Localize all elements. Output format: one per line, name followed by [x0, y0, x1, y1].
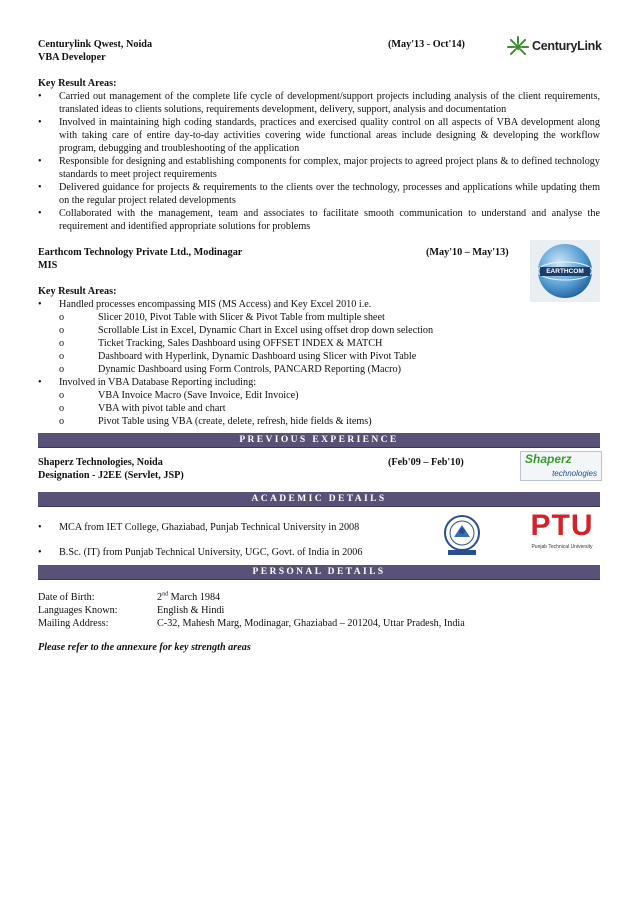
job1-header — [38, 38, 600, 64]
list-item: o VBA Invoice Macro (Save Invoice, Edit Invoice) — [38, 389, 600, 402]
list-item: • B.Sc. (IT) from Punjab Technical University, UGC, Govt. of India in 2006 — [38, 546, 458, 559]
footer-note: Please refer to the annexure for key strength areas — [38, 642, 251, 653]
job2-bullets — [38, 298, 600, 311]
ptu-logo — [524, 509, 600, 553]
shaperz-logo-text: Shaperz — [525, 452, 572, 466]
table-row — [38, 617, 465, 630]
list-item — [38, 298, 600, 311]
resume-page — [38, 38, 600, 654]
shaperz-logo-subtext: technologies — [552, 469, 597, 478]
prev-period: (Feb'09 – Feb'10) — [388, 457, 464, 468]
list-item: o Ticket Tracking, Sales Dashboard using OFFSET INDEX & MATCH — [38, 337, 600, 350]
list-item: o Dynamic Dashboard using Form Controls, PANCARD Reporting (Macro) — [38, 363, 600, 376]
academic-section — [38, 507, 600, 559]
job2-kra-heading: Key Result Areas: — [38, 286, 117, 297]
shaperz-logo — [520, 451, 602, 481]
academic-details-heading: ACADEMIC DETAILS — [38, 492, 600, 507]
job2-period: (May'10 – May'13) — [426, 247, 509, 258]
table-row — [38, 591, 465, 604]
list-item: • Delivered guidance for projects & requirements to the clients over the technology, processes and applications while updating them on the regular project related developments — [38, 181, 600, 207]
job2-company: Earthcom Technology Private Ltd., Modinagar — [38, 247, 243, 258]
job2-sub-list-2 — [38, 389, 600, 428]
ptu-logo-text: PTU — [530, 509, 594, 542]
prev-designation: Designation - J2EE (Servlet, JSP) — [38, 470, 184, 481]
table-row — [38, 604, 465, 617]
list-item: • Carried out management of the complete life cycle of development/support projects including analysis of the client requirements, translated ideas to clients solutions, requirements development, delivery, support, analysis and documentation — [38, 90, 600, 116]
personal-details-heading: PERSONAL DETAILS — [38, 565, 600, 580]
job2-header — [38, 246, 600, 275]
list-item: o VBA with pivot table and chart — [38, 402, 600, 415]
centurylink-logo — [506, 34, 602, 60]
address-label: Mailing Address: — [38, 618, 109, 629]
list-item: o Dashboard with Hyperlink, Dynamic Dashboard using Slicer with Pivot Table — [38, 350, 600, 363]
centurylink-leaf-icon — [506, 35, 530, 59]
job2-role: MIS — [38, 260, 58, 271]
list-item: o Pivot Table using VBA (create, delete, refresh, hide fields & items) — [38, 415, 600, 428]
dob-day: 2 — [157, 592, 163, 603]
list-item: o Scrollable List in Excel, Dynamic Chart in Excel using offset drop down selection — [38, 324, 600, 337]
dob-value — [157, 591, 465, 604]
list-item: • Responsible for designing and establishing components for complex, major projects to agreed project plans & to defined technology standards to meet project requirements — [38, 155, 600, 181]
list-item: • Involved in VBA Database Reporting including: — [38, 376, 600, 389]
iet-college-logo — [442, 513, 482, 557]
job2-bullets-2 — [38, 376, 600, 389]
earthcom-logo-text: EARTHCOM — [546, 268, 584, 275]
job1-kra-heading: Key Result Areas: — [38, 78, 117, 89]
job1-bullets — [38, 90, 600, 233]
list-item: • MCA from IET College, Ghaziabad, Punjab Technical University in 2008 — [38, 521, 458, 534]
job1-company: Centurylink Qwest, Noida — [38, 39, 153, 50]
iet-emblem-icon — [442, 513, 482, 557]
address-value: C-32, Mahesh Marg, Modinagar, Ghaziabad – 201204, Uttar Pradesh, India — [157, 618, 465, 629]
list-item: • Collaborated with the management, team and associates to facilitate smooth communication to understand and analyse the requirement and identified appropriate solutions for problems — [38, 207, 600, 233]
dob-label: Date of Birth: — [38, 592, 95, 603]
personal-details-table — [38, 591, 465, 630]
academic-list — [38, 521, 458, 559]
job2-sub-list-1 — [38, 311, 600, 376]
job2-bullet-1-text: Handled processes encompassing MIS (MS Access) and Key Excel 2010 i.e. — [59, 299, 372, 310]
list-item: • Involved in maintaining high coding standards, practices and exercised quality control on all aspects of VBA development along with taking care of entire day-to-day activities covering wide functional areas include designing & developing the workflow program, debugging and troubleshooting of the application — [38, 116, 600, 155]
languages-label: Languages Known: — [38, 605, 118, 616]
previous-experience-heading: PREVIOUS EXPERIENCE — [38, 433, 600, 448]
previous-job — [38, 452, 600, 482]
ptu-logo-caption: Punjab Technical University — [531, 544, 593, 550]
prev-company: Shaperz Technologies, Noida — [38, 457, 163, 468]
earthcom-logo — [530, 240, 600, 302]
dob-suffix: nd — [162, 591, 169, 598]
languages-value: English & Hindi — [157, 605, 225, 616]
dob-rest: March 1984 — [168, 592, 221, 603]
list-item: o Slicer 2010, Pivot Table with Slicer & Pivot Table from multiple sheet — [38, 311, 600, 324]
job1-role: VBA Developer — [38, 52, 106, 63]
centurylink-logo-text: CenturyLink — [532, 39, 602, 53]
job1-period: (May'13 - Oct'14) — [388, 39, 465, 50]
